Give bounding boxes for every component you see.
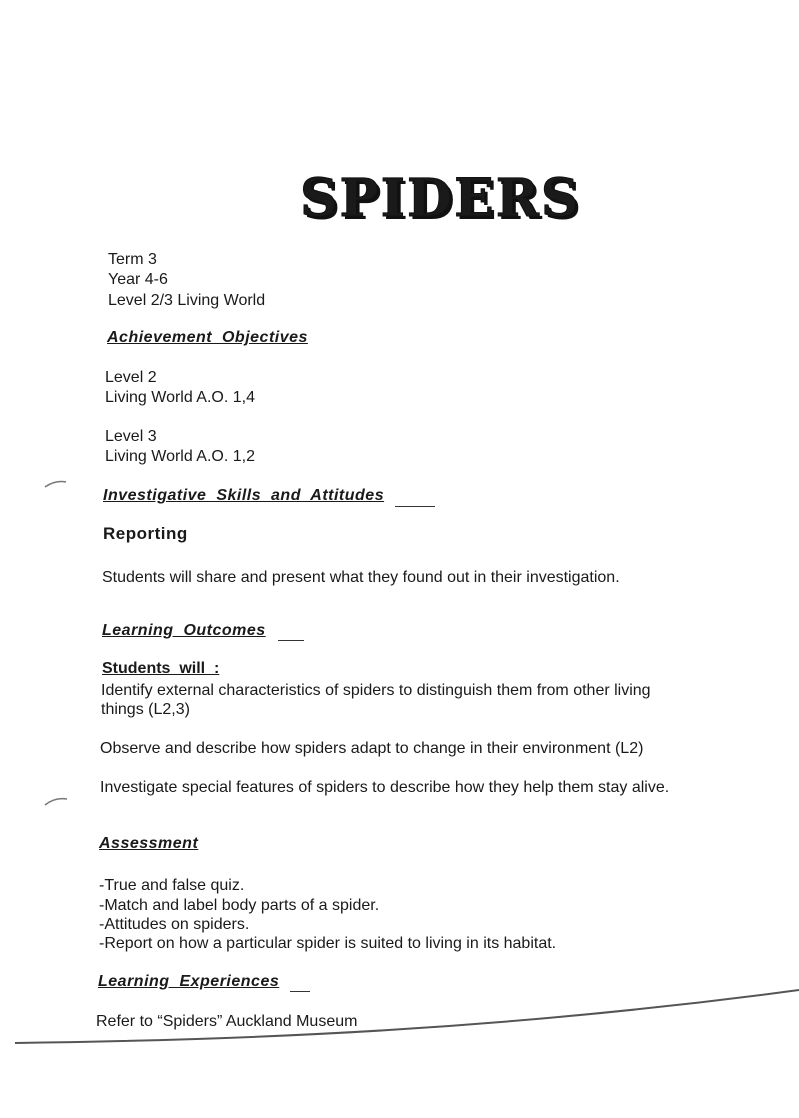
assessment-item: -Report on how a particular spider is suited to living in its habitat. — [99, 935, 557, 952]
experiences-heading: Learning Experiences — [98, 973, 280, 990]
level3-ao: Living World A.O. 1,2 — [105, 448, 255, 465]
page-title: SPIDERS — [300, 168, 581, 229]
assessment-item: -True and false quiz. — [99, 877, 245, 894]
outcome-2: Observe and describe how spiders adapt to change in their environment (L2) — [100, 740, 644, 757]
students-will-subheading: Students will : — [102, 660, 220, 677]
level2-ao: Living World A.O. 1,4 — [105, 389, 255, 406]
reporting-text: Students will share and present what they found out in their investigation. — [102, 569, 620, 586]
reporting-subheading: Reporting — [103, 524, 188, 543]
level2-label: Level 2 — [105, 369, 157, 386]
experiences-text: Refer to “Spiders” Auckland Museum — [96, 1013, 358, 1030]
outcome-3: Investigate special features of spiders to describe how they help them stay alive. — [100, 779, 670, 796]
assessment-item: -Attitudes on spiders. — [99, 916, 250, 933]
level-line: Level 2/3 Living World — [108, 292, 266, 309]
year-line: Year 4-6 — [108, 271, 168, 288]
skills-heading: Investigative Skills and Attitudes — [103, 487, 385, 504]
outcomes-heading: Learning Outcomes — [102, 622, 266, 639]
level3-label: Level 3 — [105, 428, 157, 445]
assessment-heading: Assessment — [99, 835, 199, 852]
outcome-1-line2: things (L2,3) — [101, 701, 190, 718]
assessment-item: -Match and label body parts of a spider. — [99, 897, 380, 914]
term-line: Term 3 — [108, 251, 157, 268]
achievement-heading: Achievement Objectives — [107, 329, 308, 346]
outcome-1-line1: Identify external characteristics of spiders to distinguish them from other living — [101, 682, 651, 699]
